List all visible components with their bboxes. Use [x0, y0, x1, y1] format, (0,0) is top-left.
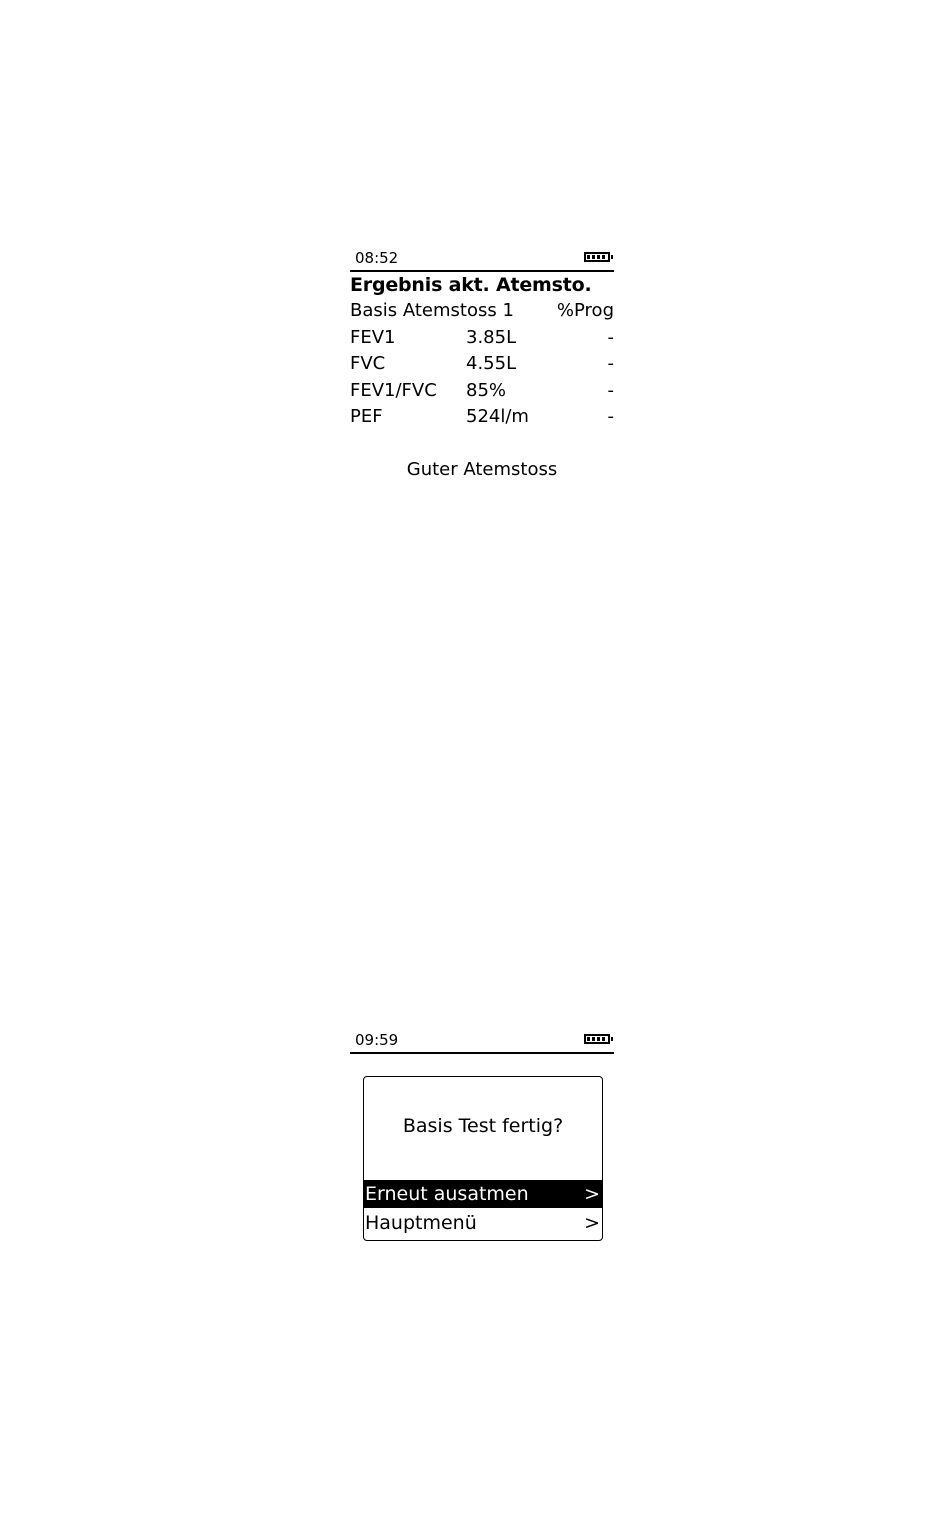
result-message: Guter Atemstoss: [406, 459, 558, 480]
param-pred: -: [607, 380, 614, 401]
param-name: FEV1: [350, 327, 396, 348]
menu-item-repeat-exhale[interactable]: [364, 1180, 602, 1208]
clock: 09:59: [355, 1031, 399, 1049]
param-pred: -: [607, 353, 614, 374]
param-name: FEV1/FVC: [350, 380, 437, 401]
menu-item-label: Hauptmenü: [365, 1212, 477, 1234]
param-value: 3.85L: [466, 327, 517, 348]
battery-full-icon: [584, 252, 610, 262]
param-value: 524l/m: [466, 406, 529, 427]
chevron-right-icon: >: [584, 1212, 600, 1234]
param-name: PEF: [350, 406, 383, 427]
result-screen: [350, 248, 614, 493]
battery-full-icon: [584, 1034, 610, 1044]
param-pred: -: [607, 327, 614, 348]
header-pred: %Prog: [556, 300, 614, 321]
table-row: [350, 380, 614, 404]
table-row: [350, 406, 614, 430]
status-bar: [350, 1030, 614, 1054]
menu-item-main-menu[interactable]: [364, 1209, 602, 1237]
param-value: 4.55L: [466, 353, 517, 374]
confirm-dialog: [363, 1076, 603, 1241]
chevron-right-icon: >: [584, 1183, 600, 1205]
menu-item-label: Erneut ausatmen: [365, 1183, 529, 1205]
clock: 08:52: [355, 249, 399, 267]
page-title: Ergebnis akt. Atemsto.: [350, 274, 592, 296]
param-pred: -: [607, 406, 614, 427]
dialog-question: Basis Test fertig?: [402, 1115, 564, 1137]
header-label: Basis Atemstoss 1: [350, 300, 514, 321]
confirm-screen: [350, 1030, 614, 1245]
param-value: 85%: [466, 380, 507, 401]
param-name: FVC: [350, 353, 386, 374]
status-bar: [350, 248, 614, 272]
table-row: [350, 327, 614, 351]
header-row: [350, 300, 614, 324]
table-row: [350, 353, 614, 377]
